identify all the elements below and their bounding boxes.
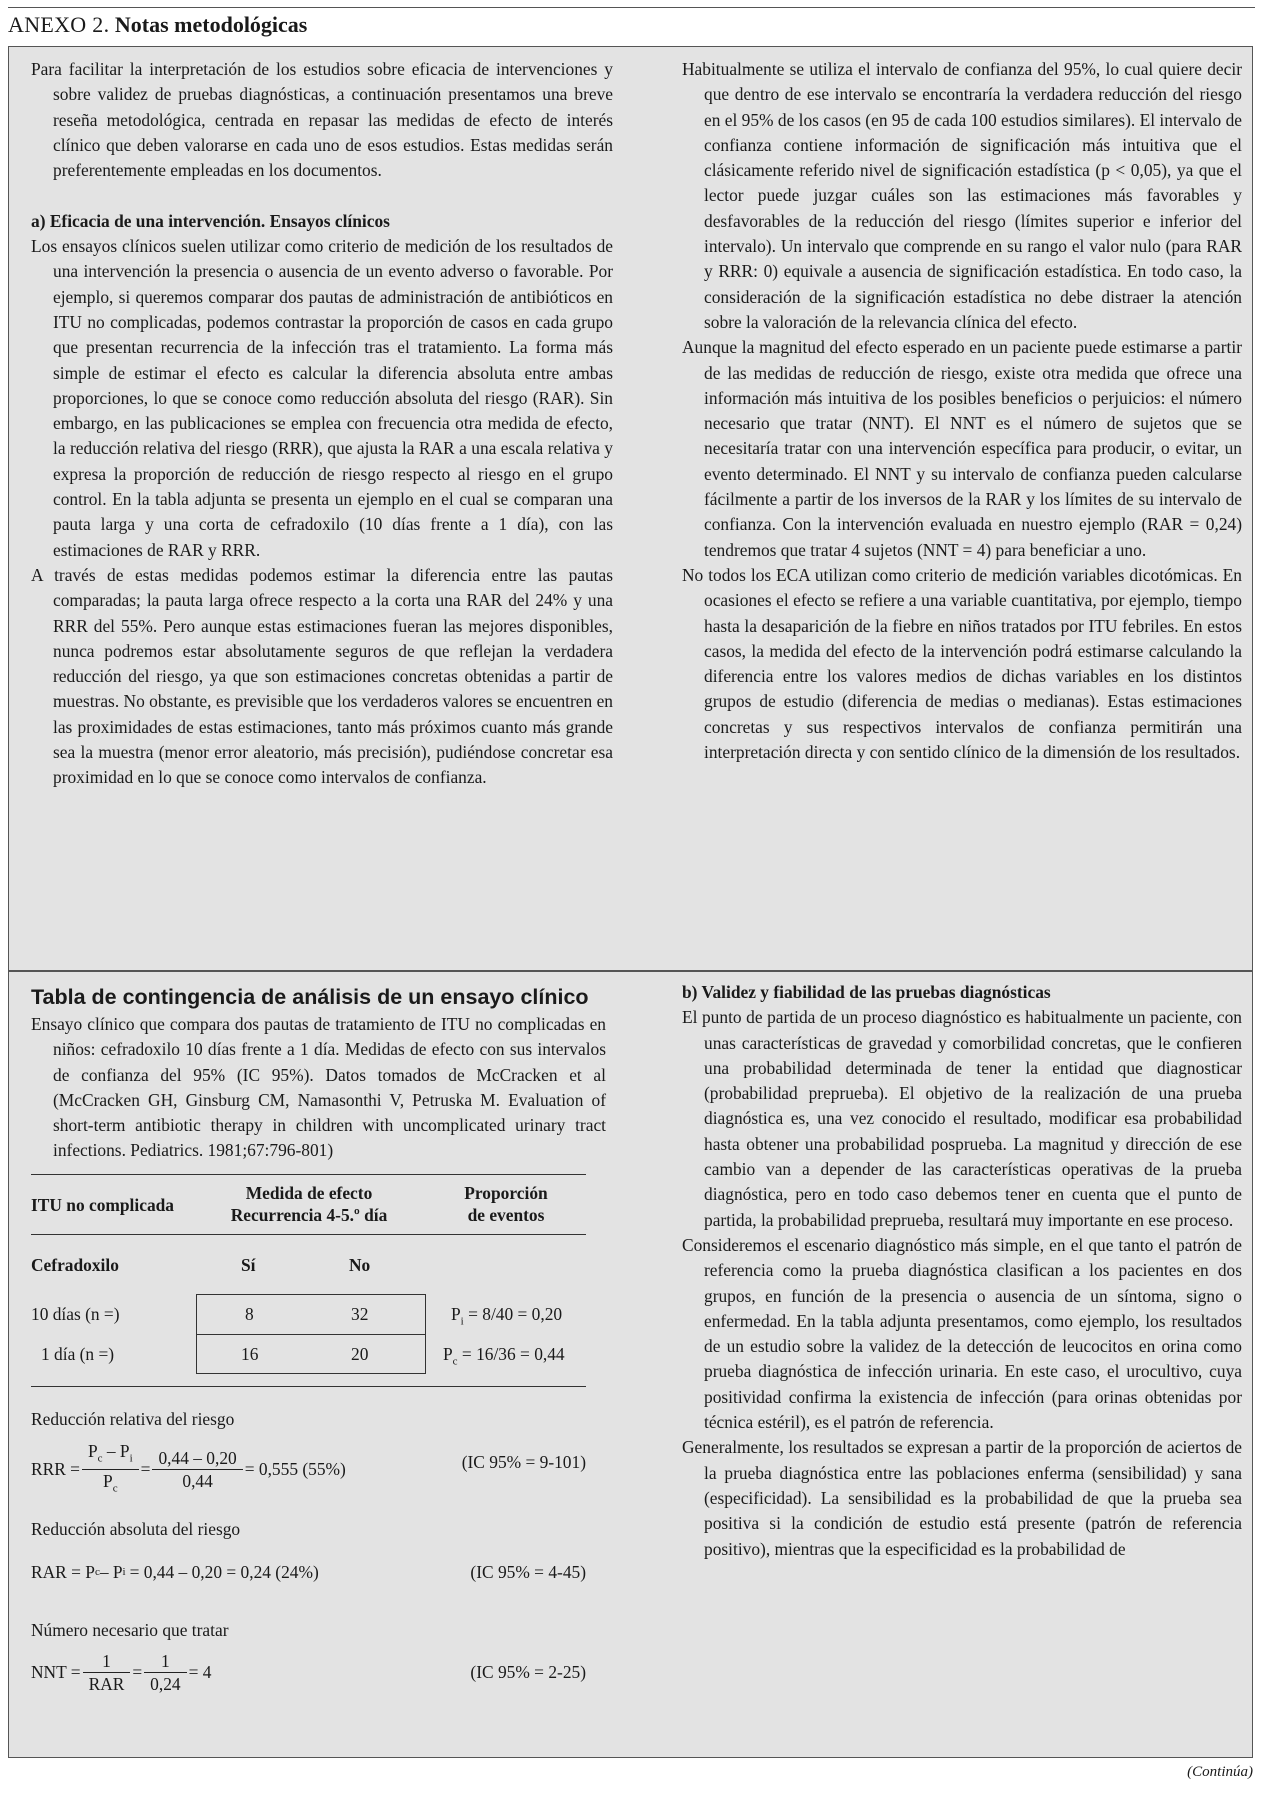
col-header-medida: Medida de efecto Recurrencia 4-5.º día: [230, 1182, 388, 1225]
row2-proportion: $P_c = 16/36 = 0,44$: [443, 1343, 565, 1368]
row1-label: 10 días (n =): [31, 1303, 120, 1324]
nnt-paragraph: Aunque la magnitud del efecto esperado en un paciente puede estimarse a partir de las medidas de reducción de riesgo, existe otra medida que ofrece una información más intuitiva de los posibles beneficios o perjuicios: el número necesario que tratar (NNT). El NNT es el número de sujetos que se necesitaría tratar con una intervención específica para producir, o evitar, un evento determinado. El NNT y su intervalo de confianza pueden calcularse fácilmente a partir de los inversos de la RAR y los límites de su intervalo de confianza. Con la intervención evaluada en nuestro ejemplo (RAR = 0,24) tendremos que tratar 4 sujetos (NNT = 4) para beneficiar a uno.: [682, 337, 1242, 560]
left-column: [31, 57, 613, 791]
nnt-ci: (IC 95% = 2-25): [470, 1661, 586, 1682]
section-b-paragraph-2: Consideremos el escenario diagnóstico más simple, en el que tanto el patrón de referencia como la prueba diagnóstica clasifican a los pacientes en dos grupos, en función de la presencia o ausencia de un síntoma, signo o enfermedad. En la tabla adjunta presentamos, como ejemplo, los resultados de un estudio sobre la validez de la detección de leucocitos en orina como prueba diagnóstica de infección urinaria. En este caso, el urocultivo, cuya positividad confirma la existencia de infección (para orinas obtenidas por técnica estéril), es el patrón de referencia.: [682, 1234, 1242, 1433]
rar-label: Reducción absoluta del riesgo: [31, 1518, 241, 1539]
right-column: [682, 57, 1242, 765]
row1-no-value: 32: [351, 1303, 369, 1324]
section-a-heading: a) Eficacia de una intervención. Ensayos clínicos: [31, 210, 390, 231]
rrr-label: Reducción relativa del riesgo: [31, 1408, 235, 1429]
rar-formula: RAR = P c – P i = 0,44 – 0,20 = 0,24 (24%): [31, 1561, 319, 1582]
table-caption: Ensayo clínico que compara dos pautas de tratamiento de ITU no complicadas en niños: cefradoxilo 10 días frente a 1 día. Medidas de efecto con sus intervalos de confianza del 95% (IC 95%). Datos tomados de McCracken et al (McCracken GH, Ginsburg CM, Namasonthi V, Petruska M. Evaluation of short-term antibiotic therapy in children with uncomplicated urinary tract infections. Pediatrics. 1981;67:796-801): [31, 1014, 606, 1161]
annex-title: Notas metodológicas: [114, 12, 308, 37]
rar-ci: (IC 95% = 4-45): [470, 1561, 586, 1582]
table-title: Tabla de contingencia de análisis de un ensayo clínico: [31, 985, 589, 1009]
page-title: [8, 10, 307, 40]
confidence-interval-paragraph: Habitualmente se utiliza el intervalo de confianza del 95%, lo cual quiere decir que dentro de ese intervalo se encontraría la verdadera reducción del riesgo en el 95% de los casos (en 95 de cada 100 estudios similares). El intervalo de confianza contiene información de significación más intuitiva que el clásicamente referido nivel de significación estadística (p < 0,05), ya que el lector puede juzgar cuáles son las estimaciones más favorables y desfavorables de la reducción del riesgo (límites superior e inferior del intervalo). Un intervalo que comprende en su rango el valor nulo (para RAR y RRR: 0) equivale a ausencia de significación estadística. En todo caso, la consideración de la significación estadística no debe distraer la atención sobre la valoración de la relevancia clínica del efecto.: [682, 59, 1242, 332]
rrr-ci: (IC 95% = 9-101): [461, 1451, 586, 1472]
section-b-heading: b) Validez y fiabilidad de las pruebas diagnósticas: [682, 982, 1051, 1002]
effect-measures: [31, 1388, 606, 1718]
row2-label: 1 día (n =): [41, 1343, 115, 1364]
nnt-label: Número necesario que tratar: [31, 1619, 229, 1640]
row1-proportion: $P_i = 8/40 = 0,20$: [451, 1303, 563, 1328]
quantitative-paragraph: No todos los ECA utilizan como criterio de medición variables dicotómicas. En ocasiones el efecto se refiere a una variable cuantitativa, por ejemplo, tiempo hasta la desaparición de la fiebre en niños tratados por ITU febriles. En estos casos, la medida del efecto de la intervención podrá estimarse calculando la diferencia entre los valores medios de dichas variables en los distintos grupos de estudio (diferencia de medias o medianas). Estas estimaciones concretas y sus respectivos intervalos de confianza permitirán una interpretación directa y con sentido clínico de la dimensión de los resultados.: [682, 564, 1242, 763]
section-b-paragraph-3: Generalmente, los resultados se expresan a partir de la proporción de aciertos de la prueba diagnóstica entre las poblaciones enferma (sensibilidad) y sana (especificidad). La sensibilidad es la probabilidad de que la prueba sea positiva si la condición de estudio está presente (patrón de referencia positivo), mientras que la especificidad es la probabilidad de: [682, 1437, 1242, 1559]
continues-note: (Continúa): [1187, 1764, 1253, 1780]
diagnostic-column: [682, 972, 1242, 1562]
rrr-formula: RRR = $\frac{P_c - P_i}{P_c}$ = $\frac{0,44 - 0,20}{0,44}$ = 0,555 (55%): [31, 1440, 346, 1495]
col-header-proporcion: Proporción de eventos: [464, 1182, 548, 1225]
col-no: No: [349, 1254, 371, 1275]
contingency-table-block: [31, 982, 606, 1718]
col-si: Sí: [241, 1254, 256, 1275]
row-header-cefradoxilo: Cefradoxilo: [31, 1254, 119, 1275]
section-a-paragraph-1: Los ensayos clínicos suelen utilizar como criterio de medición de los resultados de una intervención la presencia o ausencia de un evento adverso o favorable. Por ejemplo, si queremos comparar dos pautas de administración de antibióticos en ITU no complicadas, podemos contrastar la proporción de casos en cada grupo que presentan recurrencia de la infección tras el tratamiento. La forma más simple de estimar el efecto es calcular la diferencia absoluta entre ambas proporciones, lo que se conoce como reducción absoluta del riesgo (RAR). Sin embargo, en las publicaciones se emplea con frecuencia otra medida de efecto, la reducción relativa del riesgo (RRR), que ajusta la RAR a una escala relativa y expresa la proporción de reducción de riesgo respecto al riesgo en el grupo control. En la tabla adjunta se presenta un ejemplo en el cual se comparan una pauta larga y una corta de cefradoxilo (10 días frente a 1 día), con las estimaciones de RAR y RRR.: [31, 236, 613, 560]
section-b-paragraph-1: El punto de partida de un proceso diagnóstico es habitualmente un paciente, con unas características de gravedad y comorbilidad concretas, que le confieren una probabilidad determinada de tener la entidad que diagnosticar (probabilidad preprueba). El objetivo de la realización de una prueba diagnóstica es, una vez conocido el resultado, modificar esa probabilidad hasta obtener una probabilidad posprueba. La magnitud y dirección de ese cambio van a depender de las características operativas de la prueba diagnóstica, pero en todo caso debemos tener en cuenta que el punto de partida, la probabilidad preprueba, resultará muy importante en ese proceso.: [682, 1007, 1242, 1230]
row2-no-value: 20: [351, 1343, 369, 1364]
nnt-formula: NNT = $\frac{1}{\text{RAR}}$ = $\frac{1}{0,24}$ = 4: [31, 1650, 212, 1694]
row1-si-value: 8: [245, 1303, 254, 1324]
contingency-table: [31, 1174, 606, 1388]
annex-label: ANEXO 2.: [8, 12, 110, 37]
contingency-cells: [196, 1294, 426, 1374]
top-rule: [8, 7, 1255, 8]
row2-si-value: 16: [241, 1343, 259, 1364]
col-header-itu: ITU no complicada: [31, 1194, 175, 1215]
methodology-box-bottom: [8, 971, 1253, 1758]
intro-paragraph: Para facilitar la interpretación de los estudios sobre eficacia de intervenciones y sobre validez de pruebas diagnósticas, a continuación presentamos una breve reseña metodológica, centrada en repasar las medidas de efecto de interés clínico que deben valorarse en cada uno de esos estudios. Estas medidas serán preferentemente empleadas en los documentos.: [31, 59, 613, 181]
methodology-box-top: [8, 46, 1253, 971]
section-a-paragraph-2: A través de estas medidas podemos estimar la diferencia entre las pautas comparadas; la pauta larga ofrece respecto a la corta una RAR del 24% y una RRR del 55%. Pero aunque estas estimaciones fueran las mejores disponibles, nunca podremos estar absolutamente seguros de que reflejan la verdadera reducción del riesgo, ya que son estimaciones concretas obtenidas a partir de muestras. No obstante, es previsible que los verdaderos valores se encuentren en las proximidades de estas estimaciones, tanto más próximos cuanto más grande sea la muestra (menor error aleatorio, más precisión), pudiéndose concretar esa proximidad en lo que se conoce como intervalos de confianza.: [31, 564, 613, 788]
